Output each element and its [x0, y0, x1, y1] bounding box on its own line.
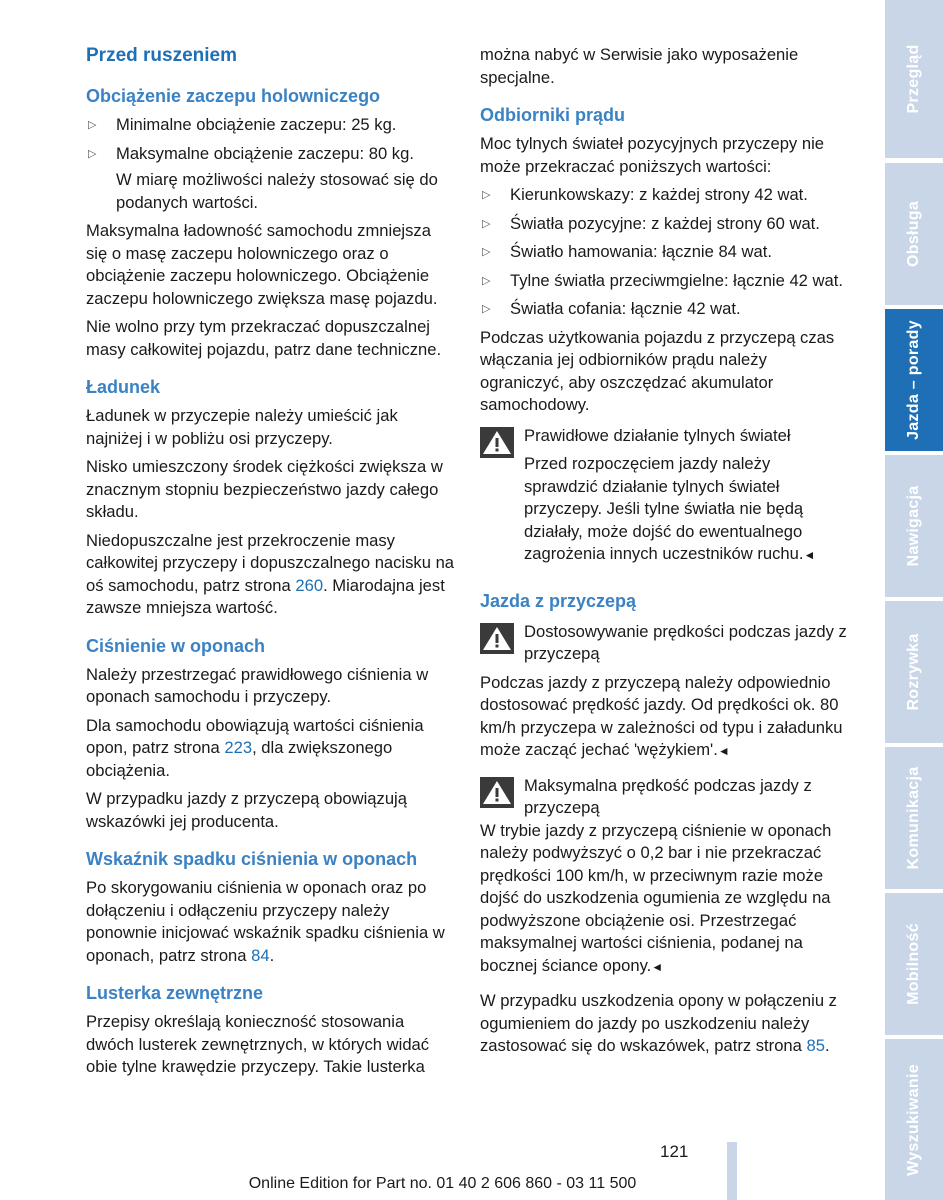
paragraph: Należy przestrzegać prawidłowego ciśnienia w oponach samochodu i przyczepy.: [86, 664, 429, 706]
paragraph: Nie wolno przy tym przekraczać dopuszczalnej masy całkowitej pojazdu, patrz dane techniczne.: [86, 317, 442, 359]
section-title: Przed ruszeniem: [86, 45, 237, 66]
heading-hitch-load: Obciążenie zaczepu holowniczego: [86, 86, 381, 106]
paragraph: [480, 990, 848, 1058]
tab-label: Mobilność: [905, 923, 922, 1005]
text: Niedopuszczalne jest przekroczenie masy całkowitej przyczepy i dopuszczalnego nacisku na oś samochodu, patrz strona: [86, 530, 455, 595]
list-item: ▷ Tylne światła przeciwmgielne: łącznie 42 wat.: [480, 270, 848, 293]
paragraph: Nisko umieszczony środek ciężkości zwiększa w znacznym stopniu bezpieczeństwo jazdy całego składu.: [86, 457, 443, 521]
tab-label: Rozrywka: [905, 633, 922, 711]
text: , dla zwiększonego obciążenia.: [86, 738, 393, 780]
paragraph: [86, 877, 456, 967]
text: W trybie jazdy z przyczepą ciśnienie w oponach należy podwyższyć o 0,2 bar i nie przekraczać prędkości 100 km/h, w przeciwnym razie może dojść do uszkodzenia ogumienia ze względu na podwyższone obciążenie osi. Przestrzegać maksymalnej wartości ciśnienia, podanej na bocznej ściance opony.: [480, 820, 832, 975]
heading-tire-pressure: Ciśnienie w oponach: [86, 635, 266, 656]
paragraph: [86, 530, 456, 620]
page-link-84[interactable]: 84: [251, 945, 270, 965]
footer: Online Edition for Part no. 01 40 2 606 860 - 03 11 500: [248, 1175, 637, 1192]
tab-nawigacja[interactable]: [885, 455, 943, 597]
list-item: ▷ Minimalne obciążenie zaczepu: 25 kg.: [86, 114, 456, 137]
list-item: ▷ Światła pozycyjne: z każdej strony 60 wat.: [480, 213, 848, 236]
list-item: ▷ Maksymalne obciążenie zaczepu: 80 kg.: [86, 143, 456, 166]
paragraph: Podczas użytkowania pojazdu z przyczepą czas włączania jej odbiorników prądu należy ograniczyć, aby oszczędzać akumulator samochodowy.: [480, 327, 835, 414]
tab-komunikacja[interactable]: [885, 747, 943, 889]
tab-przeglad[interactable]: [885, 0, 943, 158]
heading-driving-with-trailer: Jazda z przyczepą: [480, 590, 637, 611]
text: W przypadku uszkodzenia opony w połączeniu z ogumieniem do jazdy po uszkodzeniu należy zastosować się do wskazówek, patrz strona: [480, 991, 837, 1055]
tab-rozrywka[interactable]: [885, 601, 943, 743]
list-item: ▷ Kierunkowskazy: z każdej strony 42 wat.: [480, 184, 848, 207]
page-link-223[interactable]: 223: [224, 738, 253, 757]
paragraph-continued: można nabyć w Serwisie jako wyposażenie specjalne.: [480, 45, 799, 87]
paragraph: Przepisy określają konieczność stosowania dwóch lusterek zewnętrznych, w których widać obie tylne krawędzie przyczepy. Takie lusterka: [86, 1012, 430, 1076]
warning-block: [480, 621, 848, 666]
tab-jazda-porady[interactable]: [885, 309, 943, 451]
tab-wyszukiwanie[interactable]: [885, 1039, 943, 1200]
tab-label: Komunikacja: [905, 766, 922, 870]
paragraph: [86, 715, 456, 783]
left-column: [86, 40, 456, 1085]
paragraph: Maksymalna ładowność samochodu zmniejsza się o masę zaczepu holowniczego oraz o obciążenie zaczepu holowniczego. Obciążenie zaczepu holowniczego zwiększa masę pojazdu.: [86, 221, 438, 308]
warning-title: Maksymalna prędkość podczas jazdy z przyczepą: [524, 775, 812, 817]
end-mark: ◄: [803, 548, 816, 562]
warning-triangle-icon: [480, 623, 514, 654]
tab-label: Jazda – porady: [905, 320, 922, 440]
tab-label: Nawigacja: [905, 485, 922, 567]
heading-tire-pressure-indicator: Wskaźnik spadku ciśnienia w oponach: [86, 849, 418, 869]
warning-block: [480, 775, 848, 979]
heading-exterior-mirrors: Lusterka zewnętrzne: [86, 983, 264, 1003]
tab-obsluga[interactable]: [885, 163, 943, 305]
paragraph: W przypadku jazdy z przyczepą obowiązują wskazówki jej producenta.: [86, 789, 407, 831]
text: .: [269, 945, 275, 965]
warning-triangle-icon: [480, 777, 514, 808]
end-mark: ◄: [717, 744, 730, 758]
tab-label: Obsługa: [905, 200, 922, 268]
heading-power-consumers: Odbiorniki prądu: [480, 105, 626, 125]
text: Po skorygowaniu ciśnienia w oponach oraz po dołączeniu i odłączeniu przyczepy należy ponownie inicjować wskaźnik spadku ciśnienia w oponach, patrz strona: [86, 878, 445, 965]
warning-body: [524, 453, 848, 567]
tab-mobilnosc[interactable]: [885, 893, 943, 1035]
page-link-85[interactable]: 85: [806, 1036, 825, 1055]
text: Przed rozpoczęciem jazdy należy sprawdzić działanie tylnych świateł przyczepy. Jeśli tylne światła nie będą działały, może dojść do ewentualnego zagrożenia innych uczestników ruchu.: [524, 454, 804, 563]
text: Podczas jazdy z przyczepą należy odpowiednio dostosować prędkość jazdy. Od prędkości ok. 80 km/h przyczepa w zależności od typu i załadunku może zacząć jechać 'wężykiem'.: [480, 672, 843, 759]
warning-title: Dostosowywanie prędkości podczas jazdy z przyczepą: [524, 621, 847, 663]
list-item: ▷ Światła cofania: łącznie 42 wat.: [480, 298, 848, 321]
list-note: W miarę możliwości należy stosować się do podanych wartości.: [116, 170, 438, 212]
paragraph: [480, 672, 848, 763]
tab-label: Wyszukiwanie: [905, 1063, 922, 1176]
paragraph: Ładunek w przyczepie należy umieścić jak najniżej i w pobliżu osi przyczepy.: [86, 406, 398, 448]
list-item: ▷ Światło hamowania: łącznie 84 wat.: [480, 241, 848, 264]
text: Dla samochodu obowiązują wartości ciśnienia opon, patrz strona: [86, 715, 424, 757]
text: .: [824, 1036, 830, 1055]
paragraph: Moc tylnych świateł pozycyjnych przyczepy nie może przekraczać poniższych wartości:: [480, 134, 824, 176]
right-column: [480, 44, 848, 1064]
heading-load: Ładunek: [86, 377, 161, 397]
tab-label: Przegląd: [905, 44, 922, 114]
page-link-260[interactable]: 260: [295, 575, 324, 595]
warning-block: [480, 425, 848, 567]
warning-title: Prawidłowe działanie tylnych świateł: [524, 425, 791, 445]
text: . Miarodajna jest zawsze mniejsza wartość.: [86, 575, 445, 617]
page-number: 121: [660, 1142, 689, 1161]
end-mark: ◄: [651, 959, 664, 974]
warning-body: [480, 820, 848, 979]
chapter-tabs: [885, 0, 943, 1200]
warning-triangle-icon: [480, 427, 514, 458]
